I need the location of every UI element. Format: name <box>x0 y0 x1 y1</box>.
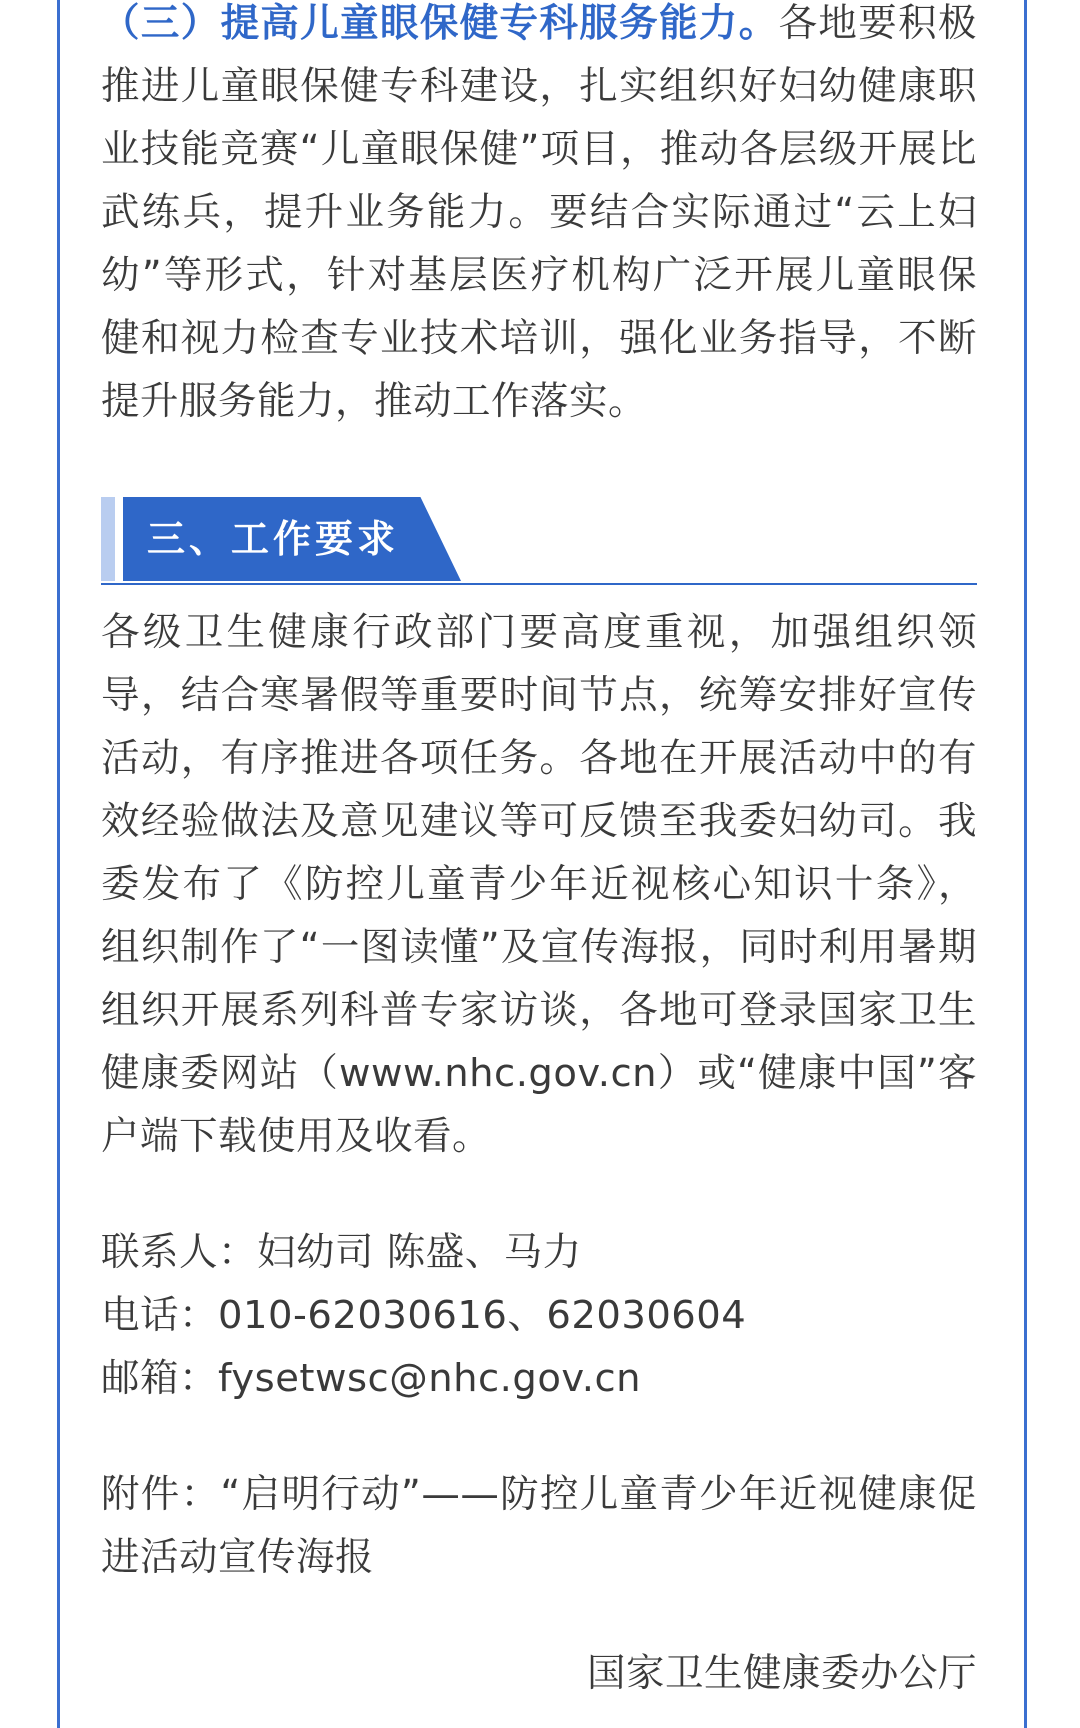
issuer-signature: 国家卫生健康委办公厅 <box>586 1651 977 1696</box>
section-title: 三、工作要求 <box>147 517 400 561</box>
contact-info <box>101 1221 977 1410</box>
left-border-line <box>57 0 60 1728</box>
attachment-note: 附件：“启明行动”——防控儿童青少年近视健康促进活动宣传海报 <box>101 1472 977 1580</box>
section-header <box>101 497 977 593</box>
section-divider <box>101 583 977 585</box>
intro-paragraph <box>101 0 977 433</box>
article-content <box>101 0 977 1705</box>
intro-text: 各地要积极推进儿童眼保健专科建设，扎实组织好妇幼健康职业技能竞赛“儿童眼保健”项目，推动各层级开展比武练兵，提升业务能力。要结合实际通过“云上妇幼”等形式，针对基层医疗机构广泛开展儿童眼保健和视力检查专业技术培训，强化业务指导，不断提升服务能力，推动工作落实。 <box>101 1 977 424</box>
contact-email: 邮箱：fysetwsc@nhc.gov.cn <box>101 1356 642 1401</box>
right-border-line <box>1024 0 1027 1728</box>
section-body-paragraph: 各级卫生健康行政部门要高度重视，加强组织领导，结合寒暑假等重要时间节点，统筹安排好宣传活动，有序推进各项任务。各地在开展活动中的有效经验做法及意见建议等可反馈至我委妇幼司。我委发布了《防控儿童青少年近视核心知识十条》，组织制作了“一图读懂”及宣传海报，同时利用暑期组织开展系列科普专家访谈，各地可登录国家卫生健康委网站（www.nhc.gov.cn）或“健康中国”客户端下载使用及收看。 <box>101 610 977 1159</box>
contact-person: 联系人：妇幼司 陈盛、马力 <box>101 1230 582 1275</box>
subsection-heading: （三）提高儿童眼保健专科服务能力。 <box>101 1 779 46</box>
contact-phone: 电话：010-62030616、62030604 <box>101 1293 747 1338</box>
section-accent-bar <box>101 497 115 581</box>
